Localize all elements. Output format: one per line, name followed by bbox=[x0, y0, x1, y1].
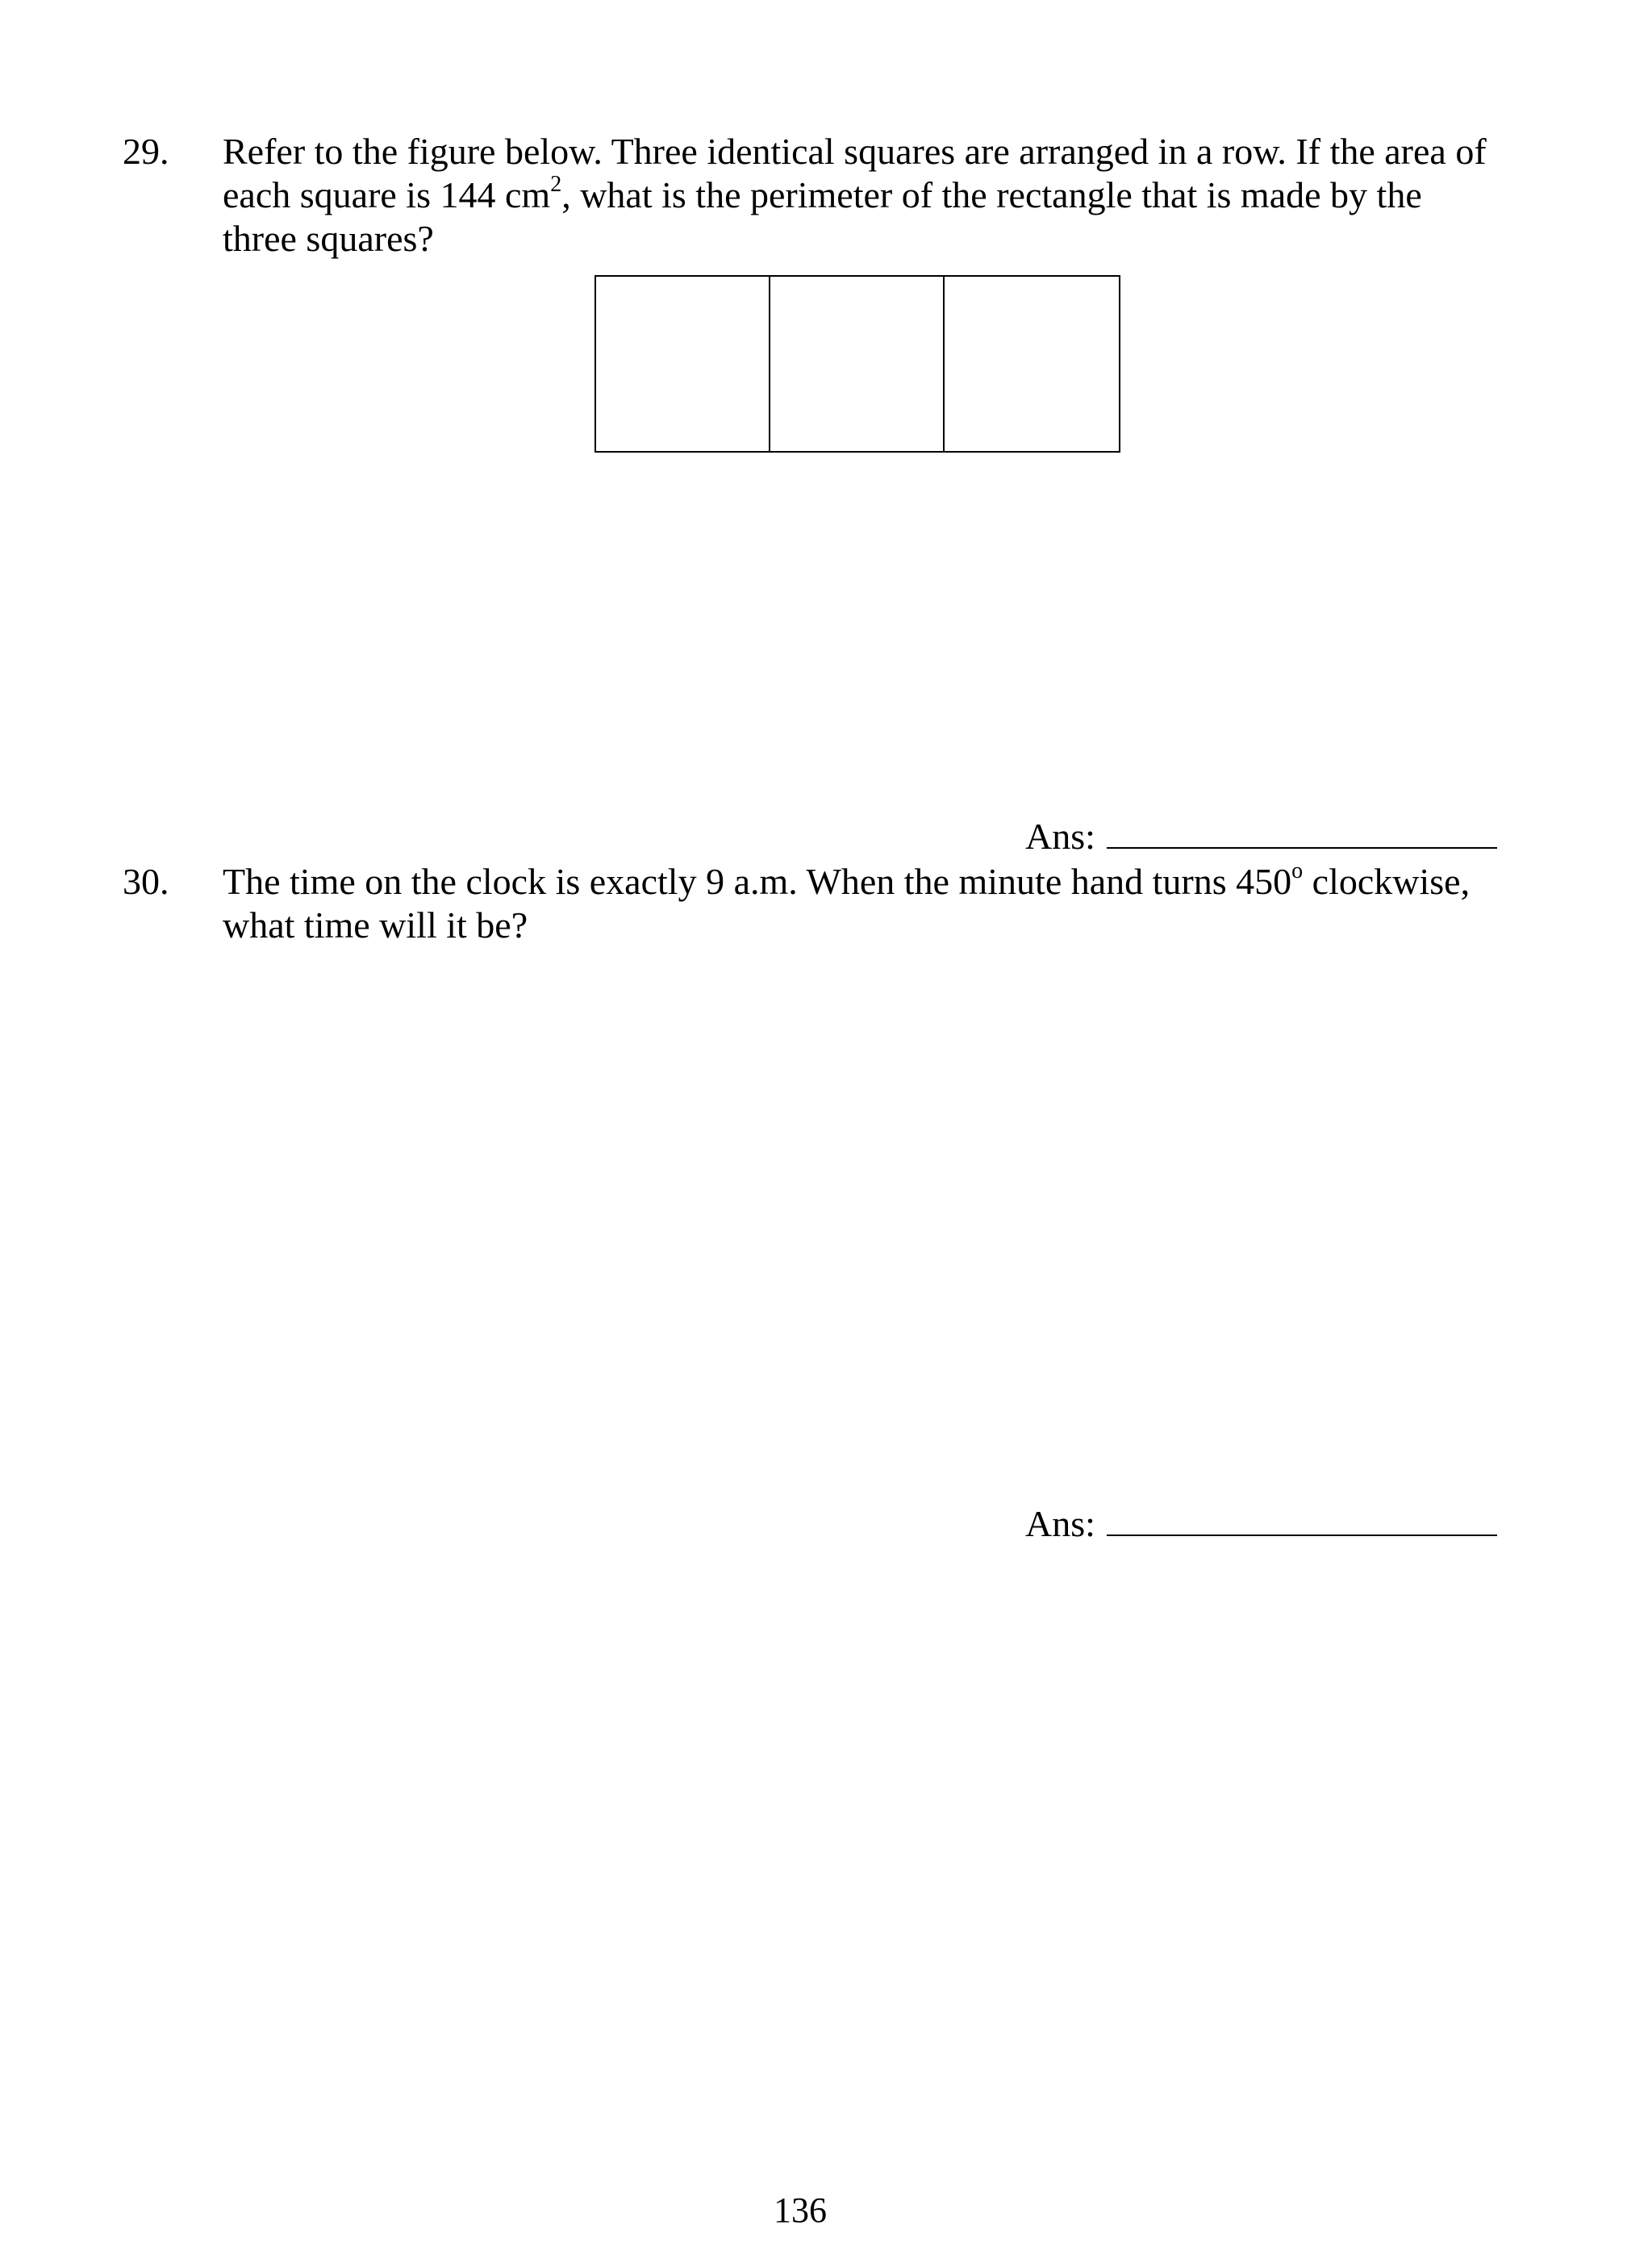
question-30-clockwise-text: clockwise, bbox=[1303, 861, 1471, 902]
page-number: 136 bbox=[774, 2190, 827, 2230]
question-29-answer bbox=[1025, 815, 1497, 858]
question-29-perimeter-text: , what is the perimeter of the rectangle that is made by the bbox=[561, 174, 1422, 215]
question-29-line-2 bbox=[223, 173, 1529, 217]
question-30-answer bbox=[1025, 1502, 1497, 1546]
three-squares-figure bbox=[594, 275, 1120, 453]
square-2 bbox=[770, 277, 945, 451]
square-3 bbox=[945, 277, 1119, 451]
question-30-text bbox=[223, 860, 1529, 947]
question-29-line-1: Refer to the figure below. Three identical squares are arranged in a row. If the area of bbox=[223, 131, 1487, 172]
question-29-line-3: three squares? bbox=[223, 218, 434, 259]
question-29-number: 29. bbox=[123, 131, 169, 172]
question-30-line-1 bbox=[223, 860, 1529, 904]
squared-superscript: 2 bbox=[550, 171, 562, 197]
question-30-number: 30. bbox=[123, 861, 169, 902]
square-1 bbox=[596, 277, 770, 451]
question-30-clock-text: The time on the clock is exactly 9 a.m. When the minute hand turns 450 bbox=[223, 861, 1292, 902]
question-30-line-2: what time will it be? bbox=[223, 904, 528, 946]
question-29-text bbox=[223, 130, 1529, 261]
question-29-answer-label: Ans: bbox=[1025, 816, 1095, 857]
question-30-answer-label: Ans: bbox=[1025, 1503, 1095, 1544]
question-30-answer-line[interactable] bbox=[1107, 1502, 1497, 1536]
question-29-area-text: each square is 144 cm bbox=[223, 174, 551, 215]
degree-superscript: o bbox=[1291, 858, 1304, 883]
question-29-answer-line[interactable] bbox=[1107, 815, 1497, 849]
